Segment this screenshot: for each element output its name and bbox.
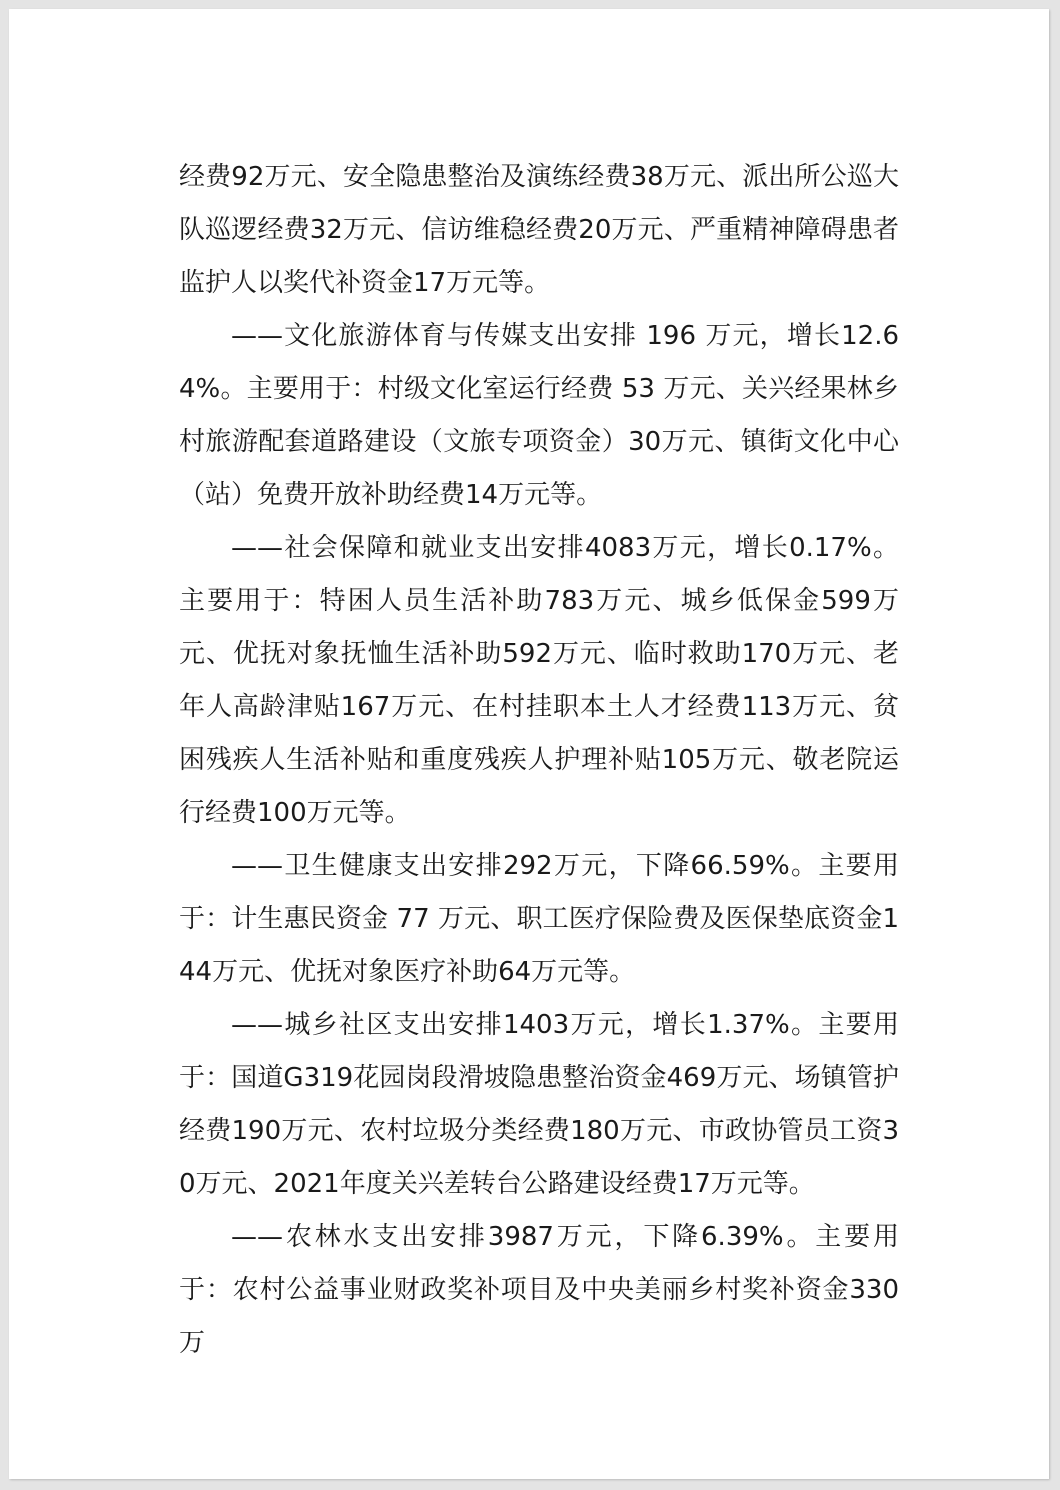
paragraph-culture-tourism: ——文化旅游体育与传媒支出安排 196 万元，增长12.64%。主要用于：村级文化室运行经费 53 万元、关兴经果林乡村旅游配套道路建设（文旅专项资金）30万元、镇街文化中心（站）免费开放补助经费14万元等。	[179, 321, 899, 510]
paragraph-1: 经费92万元、安全隐患整治及演练经费38万元、派出所公巡大队巡逻经费32万元、信访维稳经费20万元、严重精神障碍患者监护人以奖代补资金17万元等。	[179, 162, 899, 298]
paragraph-agriculture: ——农林水支出安排3987万元，下降6.39%。主要用于：农村公益事业财政奖补项目及中央美丽乡村奖补资金330万	[179, 1222, 899, 1358]
document-page	[9, 9, 1049, 1479]
paragraph-urban-rural: ——城乡社区支出安排1403万元，增长1.37%。主要用于：国道G319花园岗段滑坡隐患整治资金469万元、场镇管护经费190万元、农村垃圾分类经费180万元、市政协管员工资30万元、2021年度关兴差转台公路建设经费17万元等。	[179, 1010, 899, 1199]
paragraph-health: ——卫生健康支出安排292万元，下降66.59%。主要用于：计生惠民资金 77 万元、职工医疗保险费及医保垫底资金144万元、优抚对象医疗补助64万元等。	[179, 851, 899, 987]
paragraph-social-security: ——社会保障和就业支出安排4083万元，增长0.17%。主要用于：特困人员生活补助783万元、城乡低保金599万元、优抚对象抚恤生活补助592万元、临时救助170万元、老年人高龄津贴167万元、在村挂职本土人才经费113万元、贫困残疾人生活补贴和重度残疾人护理补贴105万元、敬老院运行经费100万元等。	[179, 533, 899, 828]
document-body	[179, 151, 899, 1370]
